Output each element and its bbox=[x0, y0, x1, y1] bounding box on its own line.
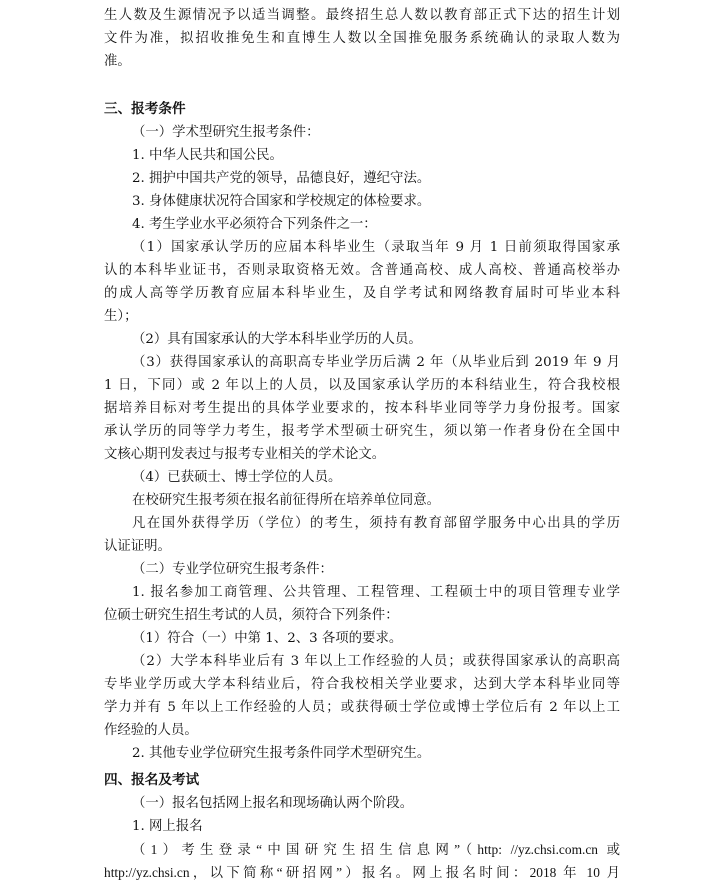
item-3-line-5: 文核心期刊发表过与报考专业相关的学术论文。 bbox=[104, 447, 386, 462]
subsection-academic-title: （一）学术型研究生报考条件： bbox=[132, 125, 320, 140]
condition-3: 3. 身体健康状况符合国家和学校规定的体检要求。 bbox=[132, 194, 431, 209]
foreign-degree-line-2: 认证证明。 bbox=[104, 539, 171, 554]
professional-1-line-2: 位硕士研究生招生考试的人员，须符合下列条件： bbox=[104, 608, 399, 623]
professional-1-line-1: 1. 报名参加工商管理、公共管理、工程管理、工程硕士中的项目管理专业学 bbox=[132, 585, 620, 600]
item-1-line-4: 生）； bbox=[104, 309, 138, 324]
item-3-line-4: 承认学历的同等学力考生，报考学术型硕士研究生，须以第一作者身份在全国中 bbox=[104, 424, 620, 439]
foreign-degree-line-1: 凡在国外获得学历（学位）的考生，须持有教育部留学服务中心出具的学历 bbox=[132, 516, 620, 531]
section-4-heading: 四、报名及考试 bbox=[104, 772, 200, 788]
item-2: （2）具有国家承认的大学本科毕业学历的人员。 bbox=[132, 332, 422, 347]
professional-item-2-line-3: 学力并有 5 年以上工作经验的人员；或获得硕士学位或博士学位后有 2 年以上工 bbox=[104, 700, 620, 715]
item-4: （4）已获硕士、博士学位的人员。 bbox=[132, 470, 342, 485]
item-3-line-2: 1 日，下同）或 2 年以上的人员，以及国家承认学历的本科结业生，符合我校根 bbox=[104, 378, 620, 393]
professional-item-2-line-2: 专毕业学历或大学本科结业后，符合我校相关学业要求，达到大学本科毕业同等 bbox=[104, 677, 620, 692]
registration-stages: （一）报名包括网上报名和现场确认两个阶段。 bbox=[132, 796, 414, 811]
professional-item-2-line-1: （2）大学本科毕业后有 3 年以上工作经验的人员；或获得国家承认的高职高 bbox=[132, 654, 620, 669]
item-3-line-1: （3）获得国家承认的高职高专毕业学历后满 2 年（从毕业后到 2019 年 9 月 bbox=[132, 355, 620, 370]
intro-line-3: 准。 bbox=[104, 54, 131, 69]
intro-line-1: 生人数及生源情况予以适当调整。最终招生总人数以教育部正式下达的招生计划 bbox=[104, 8, 620, 23]
item-1-line-1: （1）国家承认学历的应届本科毕业生（录取当年 9 月 1 日前须取得国家承 bbox=[132, 240, 620, 255]
item-3-line-3: 据培养目标对考生提出的具体学业要求的，按本科毕业同等学力身份报考。国家 bbox=[104, 401, 620, 416]
condition-4: 4. 考生学业水平必须符合下列条件之一： bbox=[132, 217, 377, 232]
section-3-heading: 三、报考条件 bbox=[104, 101, 186, 117]
enrolled-student-note: 在校研究生报考须在报名前征得所在培养单位同意。 bbox=[132, 493, 440, 508]
professional-2: 2. 其他专业学位研究生报考条件同学术型研究生。 bbox=[132, 746, 431, 761]
professional-item-1: （1）符合（一）中第 1、2、3 各项的要求。 bbox=[132, 631, 403, 646]
condition-1: 1. 中华人民共和国公民。 bbox=[132, 148, 283, 163]
item-1-line-2: 认的本科毕业证书，否则录取资格无效。含普通高校、成人高校、普通高校举办 bbox=[104, 263, 620, 278]
online-registration-line-2: http://yz.chsi.cn，以下简称“研招网”）报名。网上报名时间：2018 年 10 月 bbox=[104, 865, 620, 880]
subsection-professional-title: （二）专业学位研究生报考条件： bbox=[132, 562, 333, 577]
item-1-line-3: 的成人高等学历教育应届本科毕业生，及自学考试和网络教育届时可毕业本科 bbox=[104, 286, 620, 301]
professional-item-2-line-4: 作经验的人员。 bbox=[104, 723, 198, 738]
online-registration-line-1: （1）考生登录“中国研究生招生信息网”（http: //yz.chsi.com.cn 或 bbox=[132, 842, 620, 857]
online-registration-title: 1. 网上报名 bbox=[132, 819, 203, 834]
condition-2: 2. 拥护中国共产党的领导，品德良好，遵纪守法。 bbox=[132, 171, 431, 186]
intro-line-2: 文件为准，拟招收推免生和直博生人数以全国推免服务系统确认的录取人数为 bbox=[104, 31, 620, 46]
